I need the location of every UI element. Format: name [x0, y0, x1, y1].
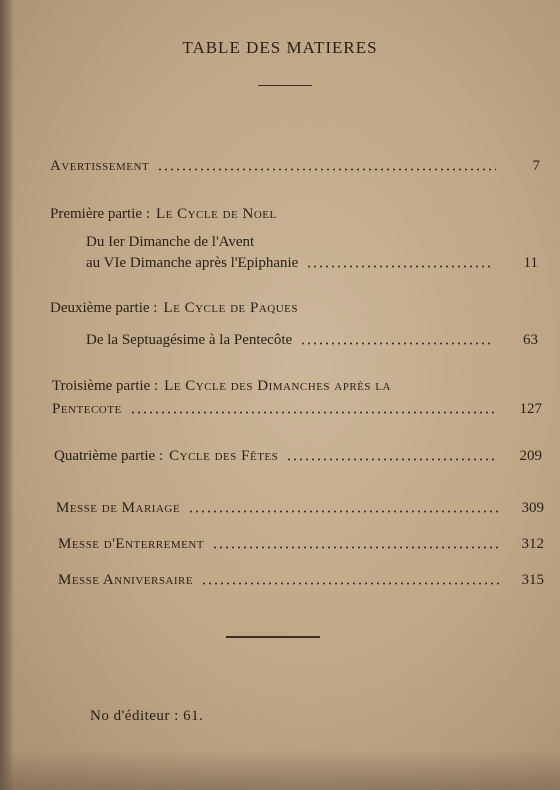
part-subtitle: au VIe Dimanche après l'Epiphanie [86, 255, 299, 271]
part-subtitle: De la Septuagésime à la Pentecôte [86, 332, 293, 348]
closing-rule [226, 636, 320, 638]
page-binding-shadow [0, 0, 14, 790]
toc-entry-label: Messe d'Enterrement [58, 536, 205, 552]
toc-page-number: 315 [521, 572, 544, 588]
toc-page-number: 127 [519, 401, 542, 417]
toc-entry-anniversaire [58, 572, 544, 589]
toc-page-number: 209 [519, 448, 542, 464]
toc-page-number: 11 [523, 255, 538, 271]
toc-entry-enterrement [58, 536, 544, 553]
toc-part-1-heading [50, 206, 277, 223]
toc-page-number: 7 [532, 158, 540, 174]
dot-leader [157, 168, 496, 171]
part-prefix: Première partie : [50, 206, 150, 222]
dot-leader [130, 411, 498, 414]
toc-entry-label: Messe Anniversaire [58, 572, 194, 588]
dot-leader [212, 546, 500, 549]
part-name: Le Cycle de Noel [155, 206, 277, 222]
toc-entry-label: Avertissement [50, 158, 150, 174]
part-prefix: Quatrième partie : [54, 448, 164, 464]
dot-leader [300, 342, 494, 345]
part-prefix: Troisième partie : [52, 378, 159, 394]
dot-leader [201, 582, 500, 585]
toc-part-1-subtitle-2 [86, 255, 538, 272]
page-title: TABLE DES MATIERES [182, 38, 378, 57]
part-prefix: Deuxième partie : [50, 300, 158, 316]
dot-leader [306, 265, 494, 268]
editor-number: No d'éditeur : 61. [90, 708, 204, 724]
part-name-continued: Pentecote [52, 401, 122, 417]
toc-part-3-heading [52, 378, 391, 395]
dot-leader [188, 510, 500, 513]
toc-page-number: 309 [521, 500, 544, 516]
toc-part-3-continuation [52, 401, 542, 418]
part-subtitle: Du Ier Dimanche de l'Avent [86, 234, 255, 250]
toc-part-2-heading [50, 300, 298, 317]
dot-leader [286, 458, 498, 461]
toc-entry-label: Messe de Mariage [56, 500, 181, 516]
part-name: Cycle des Fêtes [169, 448, 279, 464]
part-name: Le Cycle des Dimanches après la [164, 378, 391, 394]
toc-page-number: 63 [523, 332, 538, 348]
toc-part-4-heading [54, 448, 542, 465]
toc-part-1-subtitle-1 [86, 234, 254, 251]
toc-entry-mariage [56, 500, 544, 517]
page-bottom-shadow [0, 750, 560, 790]
toc-part-2-subtitle-1 [86, 332, 538, 349]
part-name: Le Cycle de Paques [163, 300, 298, 316]
toc-entry-avertissement [50, 158, 540, 175]
title-underline [258, 85, 312, 86]
toc-page-number: 312 [521, 536, 544, 552]
